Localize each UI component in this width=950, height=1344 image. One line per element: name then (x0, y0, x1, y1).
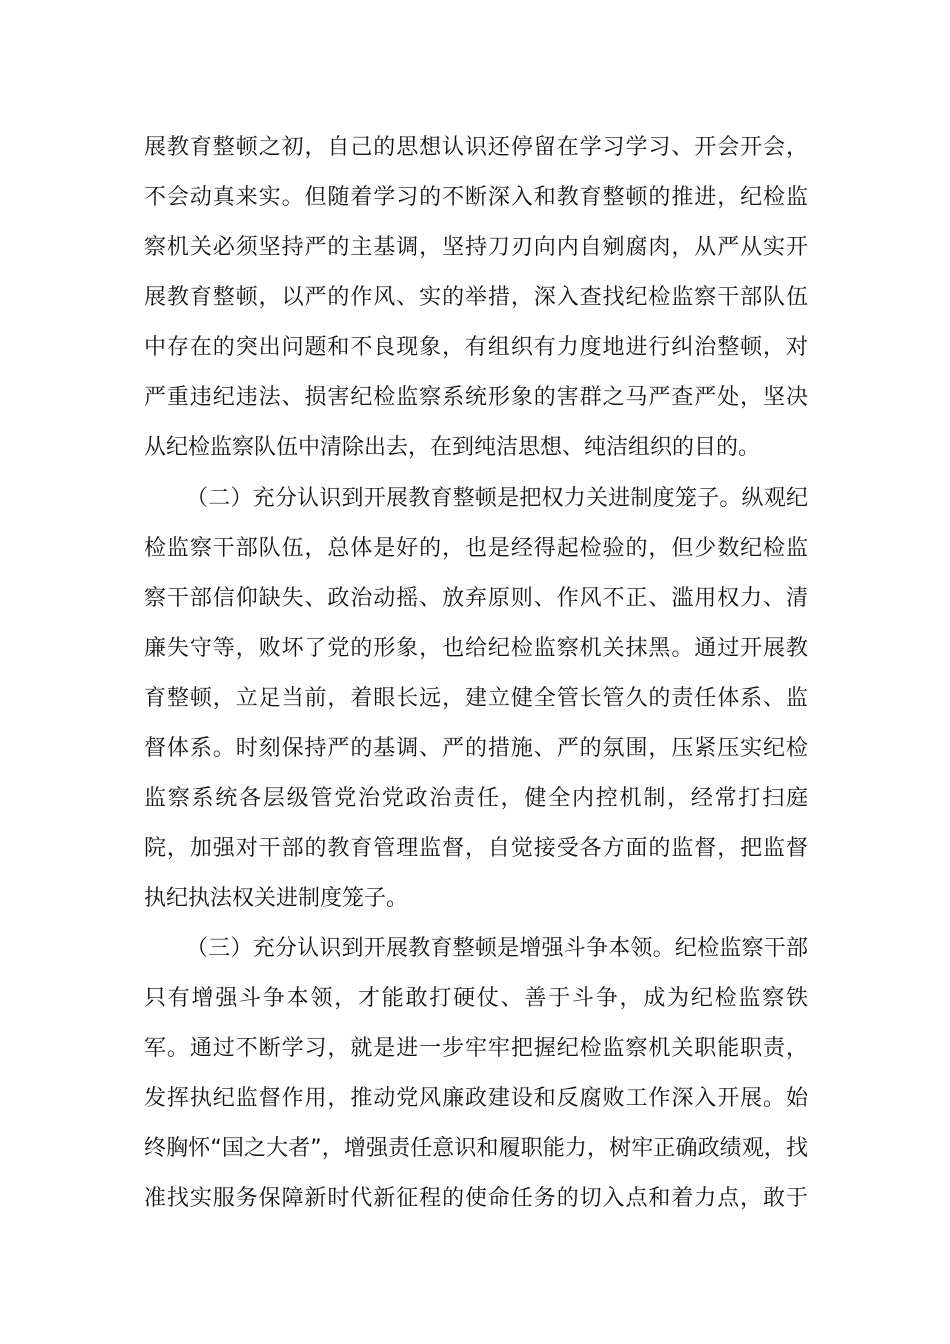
body-text-line: 执纪执法权关进制度笼子。 (144, 886, 409, 911)
body-text-line: 严重违纪违法、损害纪检监察系统形象的害群之马严查严处，坚决 (144, 385, 808, 410)
body-text-line: 育整顿，立足当前，着眼长远，建立健全管长管久的责任体系、监 (144, 686, 808, 711)
body-text-line: 只有增强斗争本领，才能敢打硬仗、善于斗争，成为纪检监察铁 (144, 986, 808, 1011)
body-text-line: 军。通过不断学习，就是进一步牢牢把握纪检监察机关职能职责， (144, 1036, 808, 1061)
body-text-line: 终胸怀“国之大者”，增强责任意识和履职能力，树牢正确政绩观，找 (144, 1136, 808, 1161)
body-text-line: 院，加强对干部的教育管理监督，自觉接受各方面的监督，把监督 (144, 836, 808, 861)
body-text-line: 从纪检监察队伍中清除出去，在到纯洁思想、纯洁组织的目的。 (144, 435, 761, 460)
body-text-line: 不会动真来实。但随着学习的不断深入和教育整顿的推进，纪检监 (144, 185, 808, 210)
body-text-line: 监察系统各层级管党治党政治责任，健全内控机制，经常打扫庭 (144, 786, 808, 811)
section-heading-line: （三）充分认识到开展教育整顿是增强斗争本领。纪检监察干部 (186, 936, 808, 961)
body-text-line: 廉失守等，败坏了党的形象，也给纪检监察机关抹黑。通过开展教 (144, 636, 808, 661)
body-text-line: 发挥执纪监督作用，推动党风廉政建设和反腐败工作深入开展。始 (144, 1086, 808, 1111)
section-heading-line: （二）充分认识到开展教育整顿是把权力关进制度笼子。纵观纪 (186, 486, 808, 511)
body-text-line: 展教育整顿之初，自己的思想认识还停留在学习学习、开会开会， (144, 135, 808, 160)
body-text-line: 中存在的突出问题和不良现象，有组织有力度地进行纠治整顿，对 (144, 335, 808, 360)
body-text-line: 督体系。时刻保持严的基调、严的措施、严的氛围，压紧压实纪检 (144, 736, 808, 761)
body-text-line: 检监察干部队伍，总体是好的，也是经得起检验的，但少数纪检监 (144, 536, 808, 561)
body-text-line: 展教育整顿，以严的作风、实的举措，深入查找纪检监察干部队伍 (144, 285, 808, 310)
body-text-line: 察干部信仰缺失、政治动摇、放弃原则、作风不正、滥用权力、清 (144, 586, 808, 611)
body-text-line: 察机关必须坚持严的主基调，坚持刀刃向内自剜腐肉，从严从实开 (144, 235, 808, 260)
body-text-line: 准找实服务保障新时代新征程的使命任务的切入点和着力点，敢于 (144, 1186, 808, 1211)
